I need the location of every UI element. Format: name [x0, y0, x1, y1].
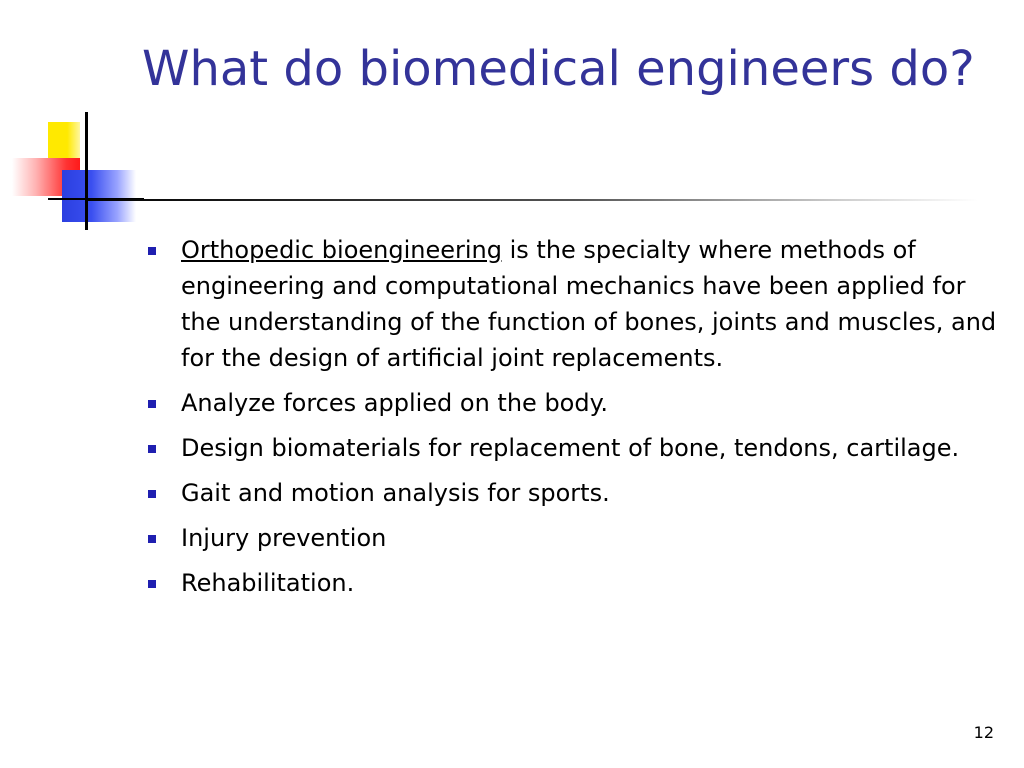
- square-bullet-icon: [148, 247, 156, 255]
- corner-decoration: [0, 100, 140, 230]
- bullet-text: Rehabilitation.: [181, 569, 355, 597]
- bullet-text: Gait and motion analysis for sports.: [181, 479, 610, 507]
- bullet-list: [148, 232, 998, 610]
- square-bullet-icon: [148, 400, 156, 408]
- slide-title: What do biomedical engineers do?: [142, 41, 975, 97]
- title-divider: [88, 199, 978, 201]
- bullet-item: [148, 430, 998, 466]
- bullet-text: Injury prevention: [181, 524, 387, 552]
- square-bullet-icon: [148, 580, 156, 588]
- square-bullet-icon: [148, 445, 156, 453]
- bullet-item: [148, 520, 998, 556]
- bullet-item: [148, 565, 998, 601]
- square-bullet-icon: [148, 490, 156, 498]
- bullet-text: Design biomaterials for replacement of bone, tendons, cartilage.: [181, 434, 960, 462]
- square-bullet-icon: [148, 535, 156, 543]
- orthopedic-bioengineering-link[interactable]: Orthopedic bioengineering: [181, 236, 502, 264]
- bullet-text: Analyze forces applied on the body.: [181, 389, 609, 417]
- bullet-item: [148, 385, 998, 421]
- page-number: 12: [973, 723, 994, 742]
- bullet-item: [148, 475, 998, 511]
- bullet-text: is the specialty where methods of engineering and computational mechanics have been applied for the understanding of the function of bones, joints and muscles, and for the design of artificial joint replacements.: [181, 236, 997, 372]
- blue-square-decoration: [62, 170, 136, 222]
- bullet-item: [148, 232, 998, 376]
- vertical-line-decoration: [85, 112, 88, 230]
